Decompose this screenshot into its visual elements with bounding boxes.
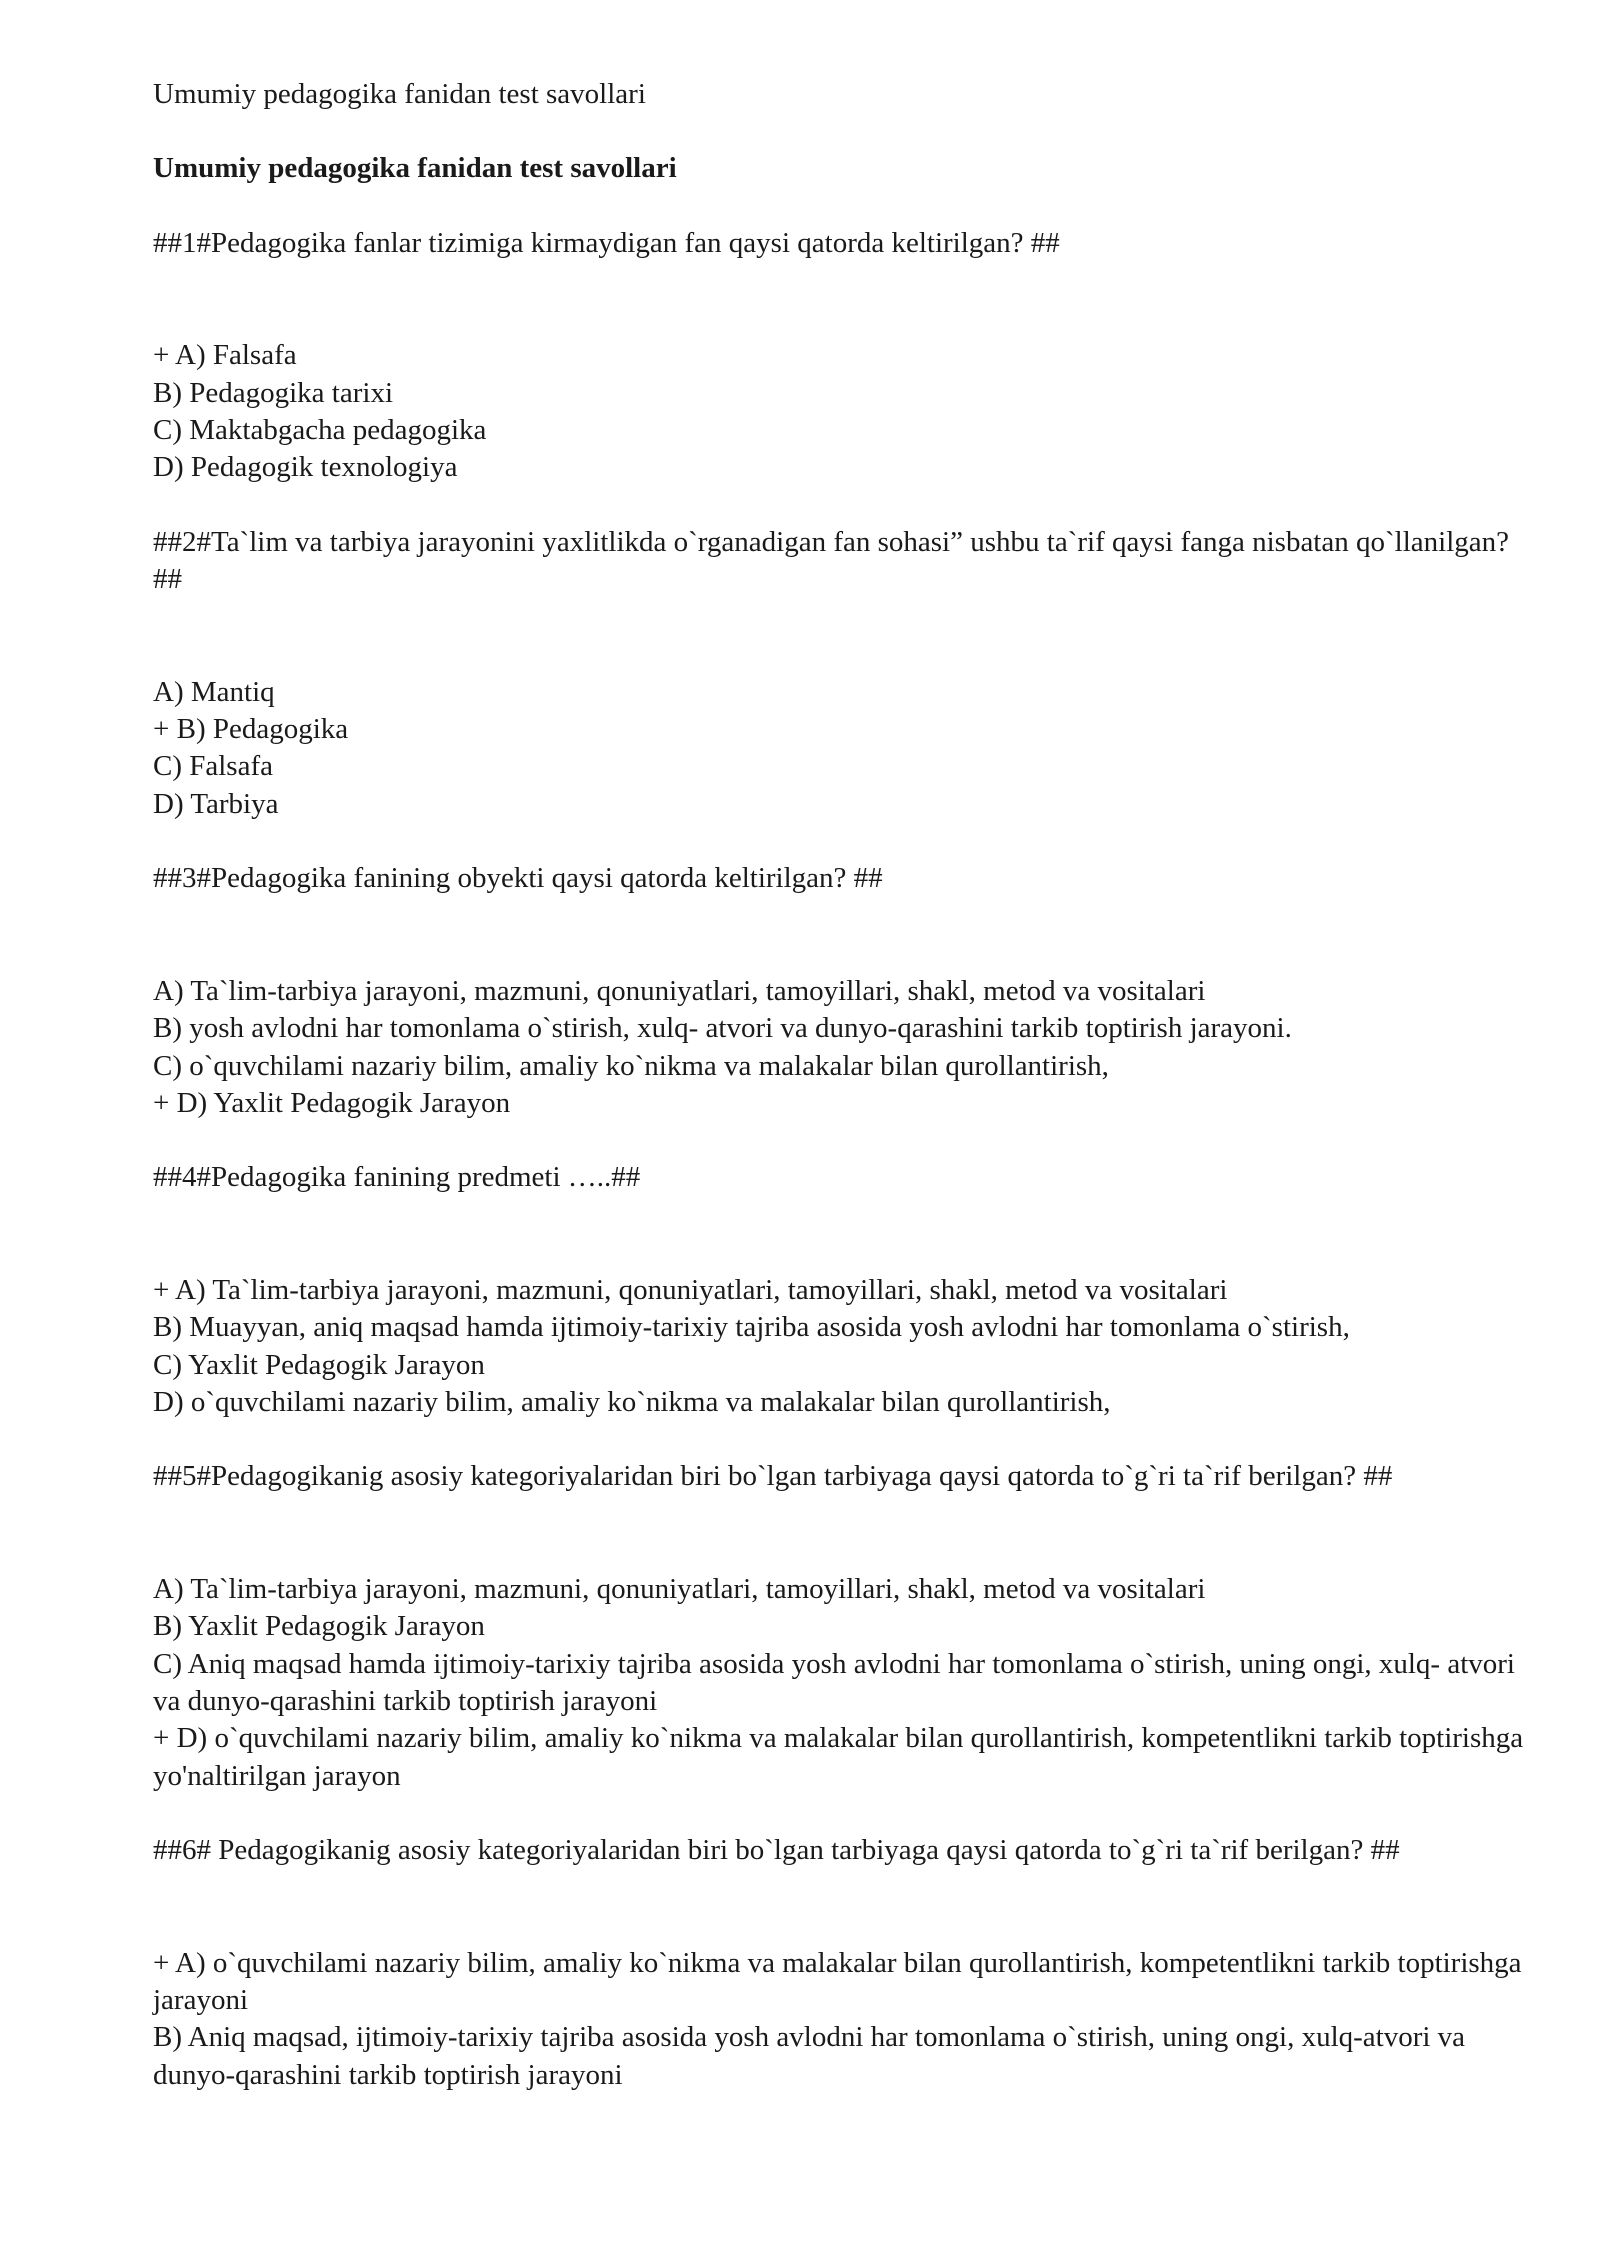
question-text: ##6# Pedagogikanig asosiy kategoriyalaridan biri bo`lgan tarbiyaga qaysi qatorda to`g`ri ta`rif berilgan? ##	[153, 1834, 1400, 1867]
answer-option: B) yosh avlodni har tomonlama o`stirish, xulq- atvori va dunyo-qarashini tarkib toptirish jarayoni.	[153, 1012, 1292, 1045]
answer-option: A) Mantiq	[153, 675, 275, 708]
answer-option: + A) o`quvchilami nazariy bilim, amaliy ko`nikma va malakalar bilan qurollantirish, kompetentlikni tarkib toptirishga jarayoni	[153, 1946, 1522, 2016]
document-header: Umumiy pedagogika fanidan test savollari	[153, 78, 646, 110]
answer-option: C) Falsafa	[153, 750, 273, 783]
answer-list	[153, 674, 1533, 824]
document-page	[153, 76, 1533, 2094]
answer-option: A) Ta`lim-tarbiya jarayoni, mazmuni, qonuniyatlari, tamoyillari, shakl, metod va vositalari	[153, 1572, 1206, 1605]
answer-option: C) o`quvchilami nazariy bilim, amaliy ko`nikma va malakalar bilan qurollantirish,	[153, 1049, 1109, 1082]
document-title: Umumiy pedagogika fanidan test savollari	[153, 152, 677, 185]
answer-option: + D) Yaxlit Pedagogik Jarayon	[153, 1086, 511, 1119]
question-text: ##5#Pedagogikanig asosiy kategoriyalaridan biri bo`lgan tarbiyaga qaysi qatorda to`g`ri ta`rif berilgan? ##	[153, 1460, 1393, 1493]
answer-list	[153, 1272, 1533, 1422]
question-text: ##4#Pedagogika fanining predmeti …..##	[153, 1161, 641, 1194]
answer-option: B) Aniq maqsad, ijtimoiy-tarixiy tajriba asosida yosh avlodni har tomonlama o`stirish, uning ongi, xulq-atvori va dunyo-qarashini tarkib toptirish jarayoni	[153, 2021, 1466, 2091]
answer-option: + B) Pedagogika	[153, 713, 349, 746]
answer-list	[153, 337, 1533, 487]
answer-option: D) o`quvchilami nazariy bilim, amaliy ko`nikma va malakalar bilan qurollantirish,	[153, 1385, 1111, 1418]
answer-option: B) Muayyan, aniq maqsad hamda ijtimoiy-tarixiy tajriba asosida yosh avlodni har tomonlama o`stirish,	[153, 1311, 1350, 1344]
answer-option: C) Maktabgacha pedagogika	[153, 414, 487, 447]
answer-option: C) Aniq maqsad hamda ijtimoiy-tarixiy tajriba asosida yosh avlodni har tomonlama o`stirish, uning ongi, xulq- atvori va dunyo-qarashini tarkib toptirish jarayoni	[153, 1647, 1515, 1717]
answer-option: D) Tarbiya	[153, 787, 279, 820]
question-text: ##3#Pedagogika fanining obyekti qaysi qatorda keltirilgan? ##	[153, 862, 883, 895]
answer-list	[153, 973, 1533, 1123]
question-text: ##2#Ta`lim va tarbiya jarayonini yaxlitlikda o`rganadigan fan sohasi” ushbu ta`rif qaysi fanga nisbatan qo`llanilgan? ##	[153, 525, 1509, 596]
answer-option: + A) Ta`lim-tarbiya jarayoni, mazmuni, qonuniyatlari, tamoyillari, shakl, metod va vositalari	[153, 1273, 1228, 1306]
answer-option: + D) o`quvchilami nazariy bilim, amaliy ko`nikma va malakalar bilan qurollantirish, kompetentlikni tarkib toptirishga yo'naltirilgan jarayon	[153, 1722, 1524, 1792]
answer-option: B) Yaxlit Pedagogik Jarayon	[153, 1610, 485, 1643]
question-text: ##1#Pedagogika fanlar tizimiga kirmaydigan fan qaysi qatorda keltirilgan? ##	[153, 226, 1060, 259]
answer-option: + A) Falsafa	[153, 339, 297, 372]
answer-option: C) Yaxlit Pedagogik Jarayon	[153, 1348, 485, 1381]
answer-option: D) Pedagogik texnologiya	[153, 451, 458, 484]
answer-list	[153, 1945, 1533, 2095]
answer-option: A) Ta`lim-tarbiya jarayoni, mazmuni, qonuniyatlari, tamoyillari, shakl, metod va vositalari	[153, 974, 1206, 1007]
answer-option: B) Pedagogika tarixi	[153, 376, 394, 409]
answer-list	[153, 1571, 1533, 1795]
